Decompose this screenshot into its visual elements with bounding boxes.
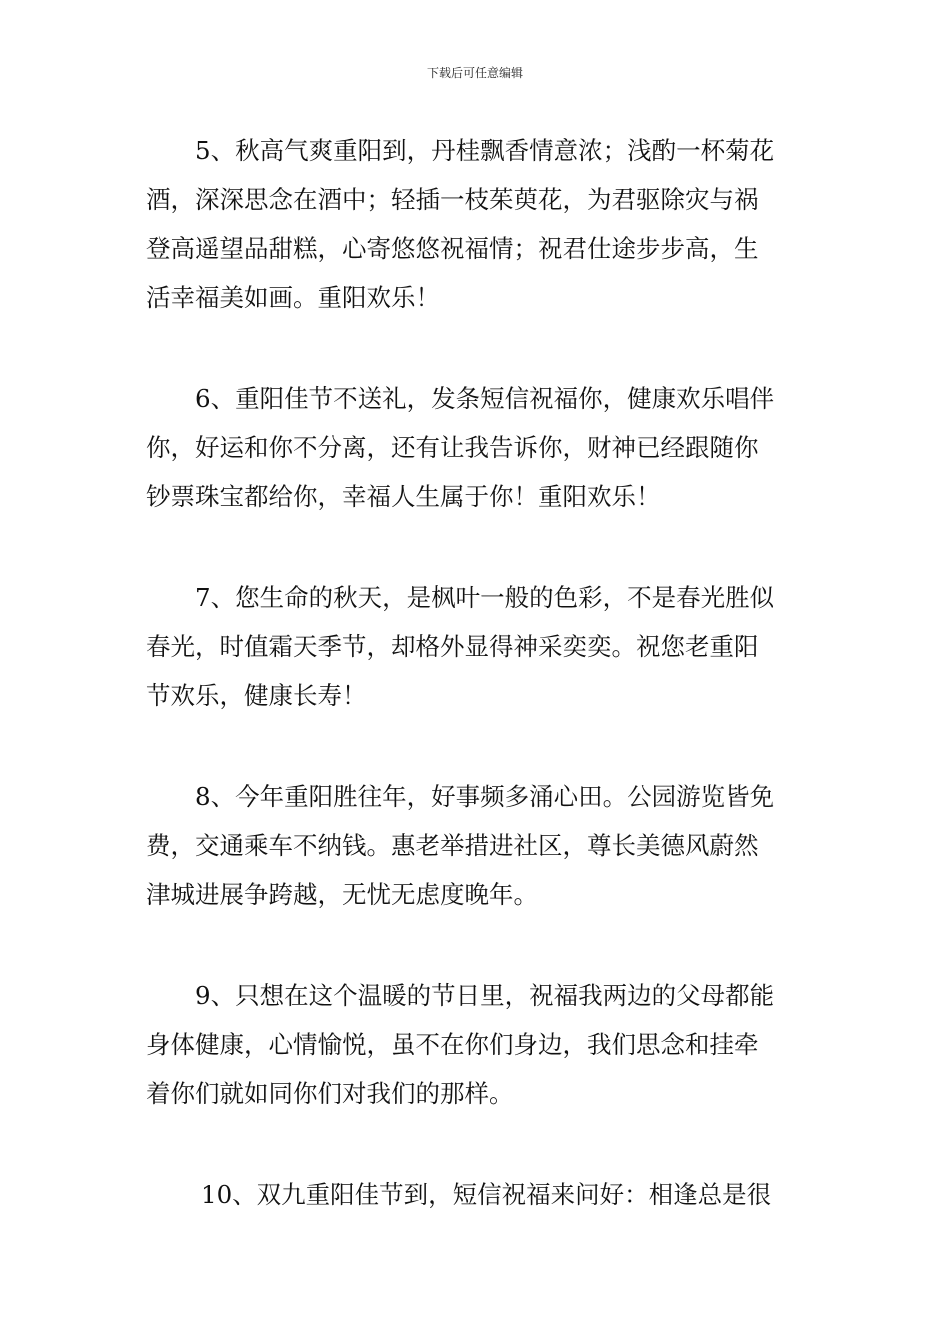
paragraph-line: 登高遥望品甜糕，心寄悠悠祝福情；祝君仕途步步高，生 (146, 234, 759, 263)
paragraph-line: 5、秋高气爽重阳到，丹桂飘香情意浓；浅酌一杯菊花 (195, 136, 775, 165)
paragraph-5 (146, 126, 811, 322)
paragraph-line: 7、您生命的秋天，是枫叶一般的色彩，不是春光胜似 (195, 583, 775, 612)
paragraph-line: 着你们就如同你们对我们的那样。 (146, 1079, 514, 1108)
paragraph-6 (146, 374, 811, 521)
paragraph-line: 津城进展争跨越，无忧无虑度晚年。 (146, 880, 538, 909)
paragraph-line: 春光，时值霜天季节，却格外显得神采奕奕。祝您老重阳 (146, 632, 759, 661)
paragraph-8 (146, 772, 811, 919)
paragraph-line: 你，好运和你不分离，还有让我告诉你，财神已经跟随你 (146, 433, 759, 462)
paragraph-line: 6、重阳佳节不送礼，发条短信祝福你，健康欢乐唱伴 (195, 384, 775, 413)
paragraph-line: 10、双九重阳佳节到，短信祝福来问好：相逢总是很 (201, 1180, 772, 1209)
paragraph-line: 活幸福美如画。重阳欢乐！ (146, 283, 440, 312)
document-body (146, 126, 811, 1271)
paragraph-9 (146, 971, 811, 1118)
paragraph-line: 节欢乐，健康长寿！ (146, 681, 367, 710)
paragraph-line: 9、只想在这个温暖的节日里，祝福我两边的父母都能 (195, 981, 775, 1010)
page-header: 下载后可任意编辑 (426, 66, 523, 80)
paragraph-line: 费，交通乘车不纳钱。惠老举措进社区，尊长美德风蔚然 (146, 831, 759, 860)
paragraph-line: 钞票珠宝都给你，幸福人生属于你！重阳欢乐！ (146, 482, 661, 511)
paragraph-7 (146, 573, 811, 720)
paragraph-line: 酒，深深思念在酒中；轻插一枝茱萸花，为君驱除灾与祸 (146, 185, 759, 214)
paragraph-10 (146, 1170, 811, 1219)
paragraph-line: 身体健康，心情愉悦，虽不在你们身边，我们思念和挂牵 (146, 1030, 759, 1059)
paragraph-line: 8、今年重阳胜往年，好事频多涌心田。公园游览皆免 (195, 782, 775, 811)
